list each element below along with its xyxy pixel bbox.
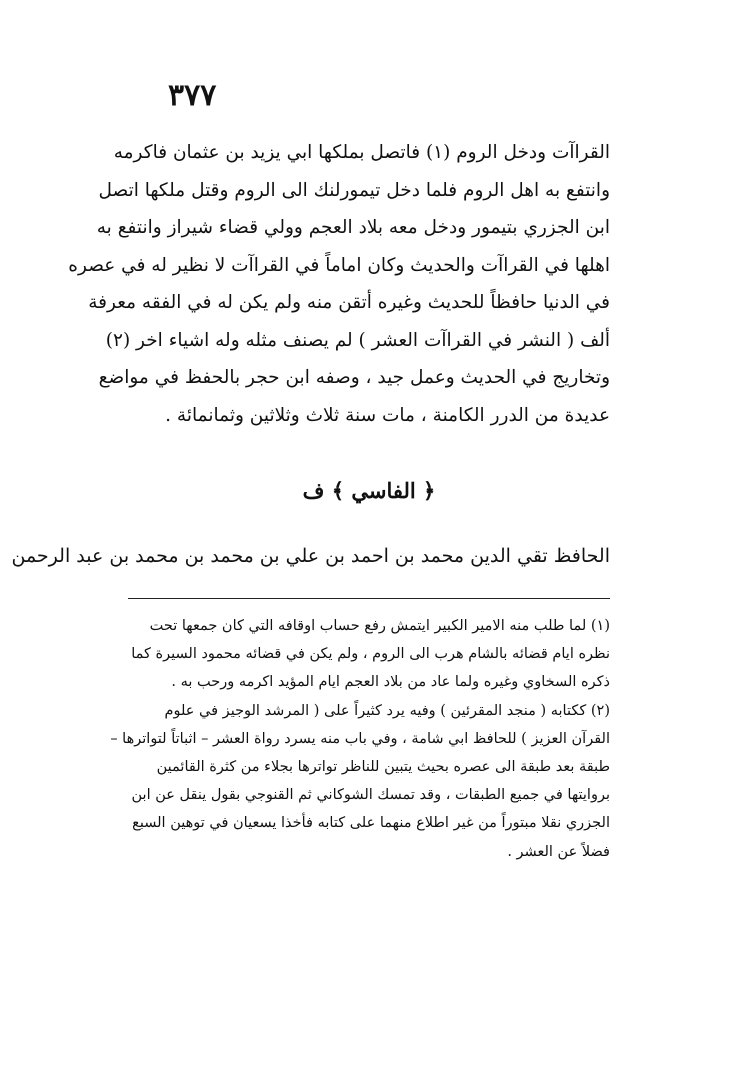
body-line: وانتفع به اهل الروم فلما دخل تيمورلنك الى الروم وقتل ملكها اتصل bbox=[98, 179, 610, 201]
footnote-line: نظره ايام قضائه بالشام هرب الى الروم ، ولم يكن في قضائه محمود السيرة كما bbox=[131, 646, 610, 663]
footnote-line: (٢) ككتابه ( منجد المقرئين ) وفيه يرد كثيراً على ( المرشد الوجيز في علوم bbox=[164, 702, 610, 719]
footnote-line: القرآن العزيز ) للحافظ ابي شامة ، وفي باب منه يسرد رواة العشر – اثباتاً لتواترها – bbox=[110, 730, 610, 747]
section-heading: ﴿ الفاسي ﴾ ف bbox=[302, 478, 436, 503]
footnote-divider bbox=[128, 598, 610, 599]
footnote-line: بروايتها في جميع الطبقات ، وقد تمسك الشوكاني ثم القنوجي بقول ينقل عن ابن bbox=[131, 787, 610, 804]
biography-name-line: الحافظ تقي الدين محمد بن احمد بن علي بن محمد بن محمد بن عبد الرحمن bbox=[11, 545, 610, 567]
footnote-line: (١) لما طلب منه الامير الكبير ايتمش رفع حساب اوقافه التي كان جمعها تحت bbox=[149, 618, 610, 634]
main-text-block bbox=[68, 134, 610, 434]
footnote-line: الجزري نقلا مبتوراً من غير اطلاع منهما على كتابه فأخذا يسعيان في توهين السبع bbox=[132, 815, 610, 832]
body-line: ابن الجزري بتيمور ودخل معه بلاد العجم وولي قضاء شيراز وانتفع به bbox=[96, 217, 610, 238]
body-line: وتخاريج في الحديث وعمل جيد ، وصفه ابن حجر بالحفظ في مواضع bbox=[98, 367, 610, 388]
body-line: في الدنيا حافظاً للحديث وغيره أتقن منه ولم يكن له في الفقه معرفة bbox=[88, 292, 610, 313]
body-line: ألف ( النشر في القراآت العشر ) لم يصنف مثله وله اشياء اخر (٢) bbox=[105, 329, 610, 351]
body-line: عديدة من الدرر الكامنة ، مات سنة ثلاث وثلاثين وثمانمائة . bbox=[165, 404, 610, 426]
footnote-line: ذكره السخاوي وغيره ولما عاد من بلاد العجم ايام المؤيد اكرمه ورحب به . bbox=[171, 674, 610, 691]
footnote-line: فضلاً عن العشر . bbox=[507, 843, 610, 860]
body-line: اهلها في القراآت والحديث وكان اماماً في القراآت لا نظير له في عصره bbox=[68, 254, 610, 276]
footnote-line: طبقة بعد طبقة الى عصره بحيث يتبين للناظر تواترها بجلاء من كثرة القائمين bbox=[156, 758, 610, 775]
page-number: ٣٧٧ bbox=[168, 78, 217, 113]
footnotes-block bbox=[110, 612, 610, 866]
body-line: القراآت ودخل الروم (١) فاتصل بملكها ابي يزيد بن عثمان فاكرمه bbox=[113, 142, 610, 163]
